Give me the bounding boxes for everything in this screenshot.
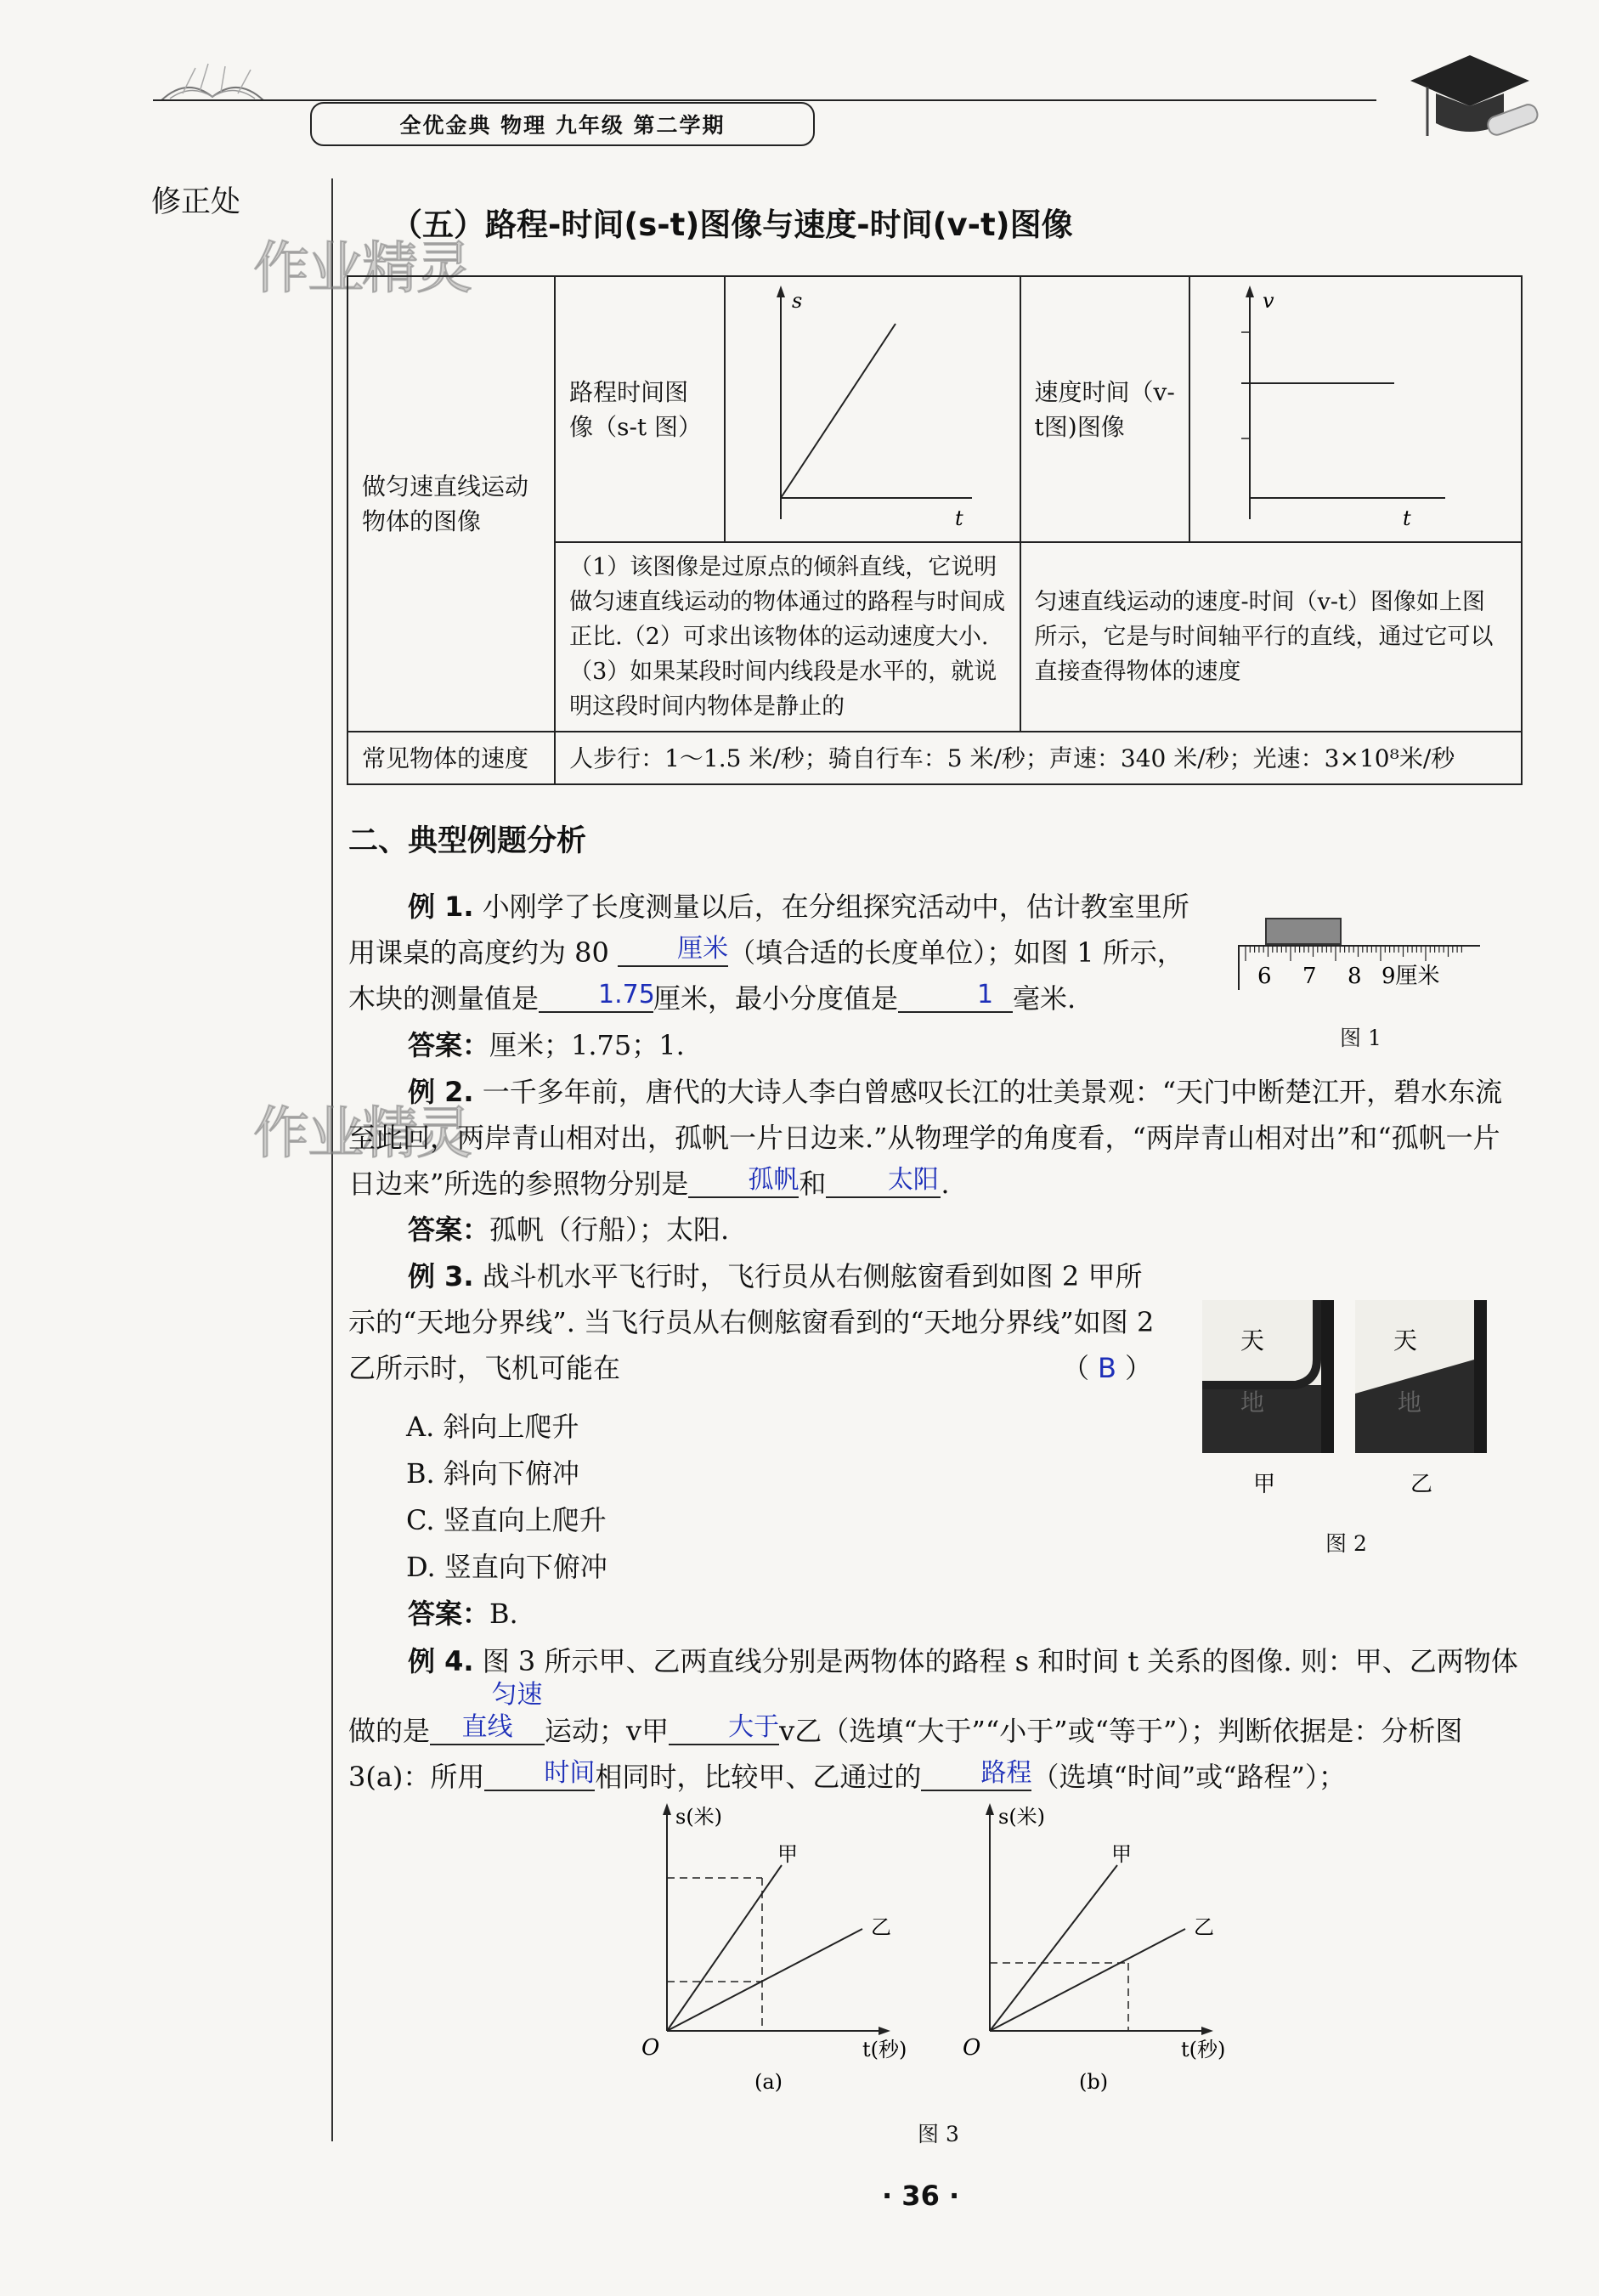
line-yi-b xyxy=(990,1929,1185,2031)
example-4 xyxy=(348,1638,1523,1800)
ex3-choice xyxy=(1062,1345,1152,1391)
ruler-figure xyxy=(1232,913,1487,990)
graph-b-y-axis: s(米) xyxy=(998,1805,1046,1829)
st-axis-s: s xyxy=(791,289,802,313)
ex3-answer xyxy=(408,1591,518,1637)
fig2-sub-yi: 乙 xyxy=(1410,1472,1433,1497)
ex4-text-4: 相同时，比较甲、乙通过的 xyxy=(595,1761,922,1793)
ex1-blank-1: 厘米 xyxy=(618,933,728,967)
ex3-answer-text: B. xyxy=(489,1598,518,1630)
example-2 xyxy=(348,1069,1523,1207)
fig2-sub-jia: 甲 xyxy=(1253,1472,1276,1497)
ruler-label-6: 6 xyxy=(1257,964,1272,989)
graph-a-origin: O xyxy=(641,2035,660,2061)
ex2-blank-2: 太阳 xyxy=(826,1164,941,1198)
vt-axis-t: t xyxy=(1402,506,1411,530)
st-label: 路程时间图像（s-t 图） xyxy=(555,276,724,542)
ruler-label-7: 7 xyxy=(1302,964,1317,989)
section2-title: 二、典型例题分析 xyxy=(348,824,587,858)
ex1-text-2: （填合适的长度单位）；如图 1 所示，木块的测量值是 xyxy=(348,936,1184,1015)
page-number: · 36 · xyxy=(882,2180,960,2212)
jia-ground-label: 地 xyxy=(1240,1388,1265,1417)
ex3-paren-open: （ xyxy=(1062,1352,1090,1384)
graph-b-label-jia: 甲 xyxy=(1111,1842,1132,1866)
fig3-caption: 图 3 xyxy=(918,2122,959,2146)
graduation-cap-icon xyxy=(1393,42,1546,153)
st-axis-t: t xyxy=(954,506,963,530)
fig2-caption: 图 2 xyxy=(1325,1531,1367,1556)
yi-sky-label: 天 xyxy=(1393,1326,1418,1354)
graph-a xyxy=(641,1803,907,2094)
vt-description: 匀速直线运动的速度-时间（v-t）图像如上图所示，它是与时间轴平行的直线，通过它可以直接查得物体的速度 xyxy=(1020,542,1522,732)
ex4-label: 例 4. xyxy=(408,1645,474,1677)
ex2-answer xyxy=(408,1207,729,1253)
ex3-option-a: A. 斜向上爬升 xyxy=(406,1411,579,1443)
graph-b-x-axis: t(秒) xyxy=(1181,2038,1226,2061)
ex4-blank-4: 路程 xyxy=(921,1757,1031,1791)
jia-sky-label: 天 xyxy=(1240,1326,1265,1354)
watermark: 作业精灵 xyxy=(253,1100,471,1166)
example-1 xyxy=(348,884,1198,1021)
row2-text: 人步行：1～1.5 米/秒；骑自行车：5 米/秒；声速：340 米/秒；光速：3×10⁸米/秒 xyxy=(555,732,1522,784)
margin-label: 修正处 xyxy=(151,185,241,219)
ex4-text-2: 运动；v甲 xyxy=(545,1715,670,1747)
ex3-paren-close: ） xyxy=(1124,1352,1152,1384)
ex3-choice-answer: B xyxy=(1098,1352,1116,1384)
graph-b-caption: (b) xyxy=(1079,2070,1109,2094)
ex3-option-b: B. 斜向下俯冲 xyxy=(406,1457,579,1490)
graph-b xyxy=(963,1803,1225,2094)
window-yi xyxy=(1355,1300,1487,1453)
ex3-option-d: D. 竖直向下俯冲 xyxy=(406,1551,607,1583)
ex1-answer-label: 答案： xyxy=(408,1029,490,1061)
window-jia xyxy=(1202,1300,1334,1453)
ex2-answer-label: 答案： xyxy=(408,1213,490,1246)
ex1-blank-3: 1 xyxy=(898,979,1013,1013)
row2-label: 常见物体的速度 xyxy=(347,732,555,784)
ex3-option-c: C. 竖直向上爬升 xyxy=(406,1504,607,1536)
graph-a-caption: (a) xyxy=(754,2070,783,2094)
line-jia-b xyxy=(990,1865,1117,2031)
ex1-answer-text: 厘米；1.75；1. xyxy=(489,1029,685,1061)
line-jia-a xyxy=(667,1865,782,2031)
ex2-text-1: 一千多年前，唐代的大诗人李白曾感叹长江的壮美景观：“天门中断楚江开，碧水东流至此回，两岸青山相对出，孤帆一片日边来.”从物理学的角度看，“两岸青山相对出”和“孤帆一片日边来”所选的参照物分别是 xyxy=(348,1076,1503,1200)
ex4-blank-2: 大于 xyxy=(669,1711,779,1745)
graph-a-x-axis: t(秒) xyxy=(862,2038,907,2061)
ex4-text-3: v乙（选填“大于”“小于”或“等于”）；判断依据是：分析图 3(a)：所用 xyxy=(348,1715,1463,1793)
ex2-text-3: . xyxy=(941,1168,950,1200)
knowledge-table xyxy=(347,275,1523,785)
row1-label: 做匀速直线运动物体的图像 xyxy=(347,276,555,732)
st-graph xyxy=(726,277,1020,532)
ex1-text-1: 小刚学了长度测量以后，在分组探究活动中，估计教室里所用课桌的高度约为 80 xyxy=(348,891,1189,969)
graph-a-label-yi: 乙 xyxy=(871,1915,891,1939)
ex1-text-4: 毫米. xyxy=(1013,982,1076,1015)
yi-ground-label: 地 xyxy=(1398,1388,1422,1417)
graph-b-label-yi: 乙 xyxy=(1194,1915,1214,1939)
window-figure xyxy=(1198,1296,1491,1500)
book-icon xyxy=(153,59,272,110)
ex3-answer-label: 答案： xyxy=(408,1598,490,1630)
graph-a-label-jia: 甲 xyxy=(777,1842,798,1866)
graph-a-y-axis: s(米) xyxy=(675,1805,723,1829)
ex3-label: 例 3. xyxy=(408,1260,474,1292)
ruler-label-8: 8 xyxy=(1348,964,1362,989)
ex2-label: 例 2. xyxy=(408,1076,474,1108)
ex2-blank-1: 孤帆 xyxy=(688,1164,799,1198)
vt-label: 速度时间（v-t图)图像 xyxy=(1020,276,1189,542)
header-rule xyxy=(153,99,1376,101)
vt-axis-v: v xyxy=(1262,289,1274,313)
st-description: （1）该图像是过原点的倾斜直线，它说明做匀速直线运动的物体通过的路程与时间成正比.（2）可求出该物体的运动速度大小.（3）如果某段时间内线段是水平的，就说明这段时间内物体是静止的 xyxy=(555,542,1020,732)
ex1-answer xyxy=(408,1022,685,1068)
vt-graph xyxy=(1190,277,1521,532)
ex4-blank-1: 匀速直线 xyxy=(430,1679,545,1745)
line-yi-a xyxy=(667,1929,862,2031)
ex2-text-2: 和 xyxy=(799,1168,827,1200)
ex1-text-3: 厘米，最小分度值是 xyxy=(653,982,899,1015)
ex2-answer-text: 孤帆（行船）；太阳. xyxy=(489,1213,730,1246)
ex4-text-5: （选填“时间”或“路程”）； xyxy=(1031,1761,1346,1793)
st-graph-cell xyxy=(725,276,1020,542)
example-3 xyxy=(348,1253,1168,1391)
ex4-blank-3: 时间 xyxy=(484,1757,595,1791)
watermark: 作业精灵 xyxy=(253,235,471,301)
ex1-label: 例 1. xyxy=(408,891,474,923)
ex1-blank-2: 1.75 xyxy=(539,979,653,1013)
fig1-caption: 图 1 xyxy=(1340,1026,1381,1050)
ruler-label-9: 9厘米 xyxy=(1381,964,1440,989)
ex4-text-1: 图 3 所示甲、乙两直线分别是两物体的路程 s 和时间 t 关系的图像. 则：甲、乙两物体做的是 xyxy=(348,1645,1518,1747)
ex3-text: 战斗机水平飞行时，飞行员从右侧舷窗看到如图 2 甲所示的“天地分界线”. 当飞行员从右侧舷窗看到的“天地分界线”如图 2 乙所示时，飞机可能在 xyxy=(348,1260,1155,1384)
section5-title: （五）路程-时间(s-t)图像与速度-时间(v-t)图像 xyxy=(391,206,1073,243)
vt-graph-cell xyxy=(1189,276,1522,542)
header-title: 全优金典 物理 九年级 第二学期 xyxy=(310,102,815,146)
st-comparison-figure xyxy=(629,1793,1240,2099)
graph-b-origin: O xyxy=(963,2035,981,2061)
